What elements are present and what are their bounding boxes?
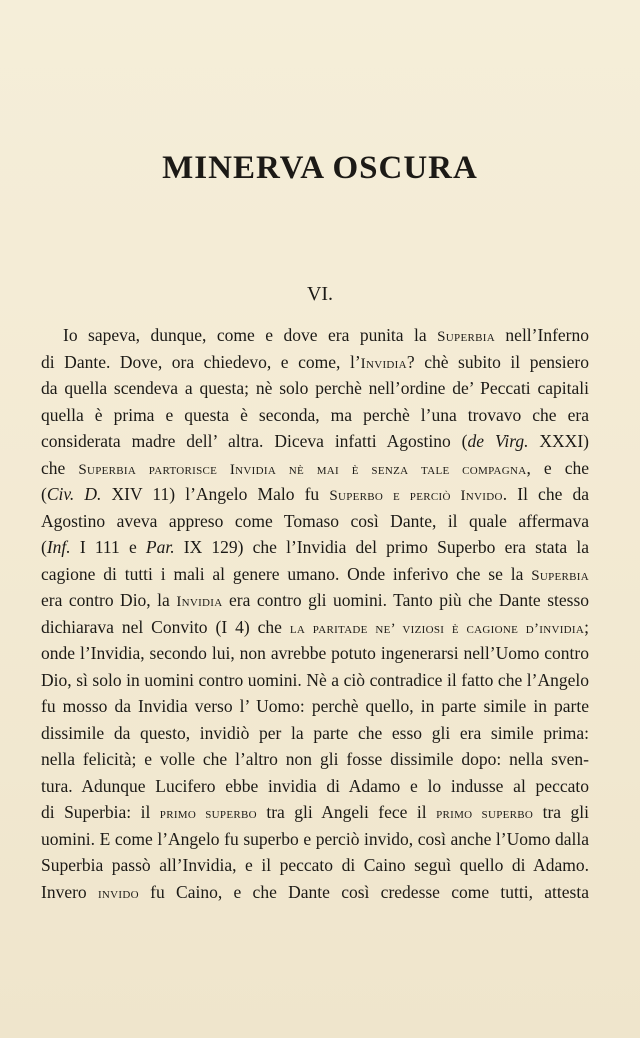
text-run: era contro gli uomini. Tanto più che Dante stesso: [222, 590, 589, 610]
text-run: Invero: [41, 881, 98, 902]
text-run: era contro Dio, la: [41, 590, 177, 610]
text-run: XXXI): [528, 431, 589, 451]
text-line: [41, 720, 589, 747]
text-line: [41, 508, 589, 535]
text-run: fu Caino, e che Dante così credesse come tutti, attesta: [138, 881, 589, 902]
body-paragraph: [41, 322, 589, 905]
text-run: tra gli Angeli fece il: [256, 802, 437, 822]
text-line: [41, 587, 589, 614]
text-line: [41, 375, 589, 402]
text-line: [41, 428, 589, 455]
text-line: [41, 773, 589, 800]
text-run: IX 129) che l’Invidia del primo Superbo era stata la: [174, 537, 589, 557]
text-run: ;: [584, 616, 589, 637]
small-caps-run: Superbia: [531, 567, 589, 584]
small-caps-run: primo superbo: [159, 806, 257, 822]
text-run: XIV 11) l’Angelo Malo fu: [101, 484, 330, 504]
small-caps-run: Superbia partorisce Invidia nè mai è senza tale compagna: [78, 461, 527, 478]
text-run: Dio, sì solo in uomini contro uomini. Nè a ciò contradice il fatto che l’Angelo: [41, 669, 589, 690]
page-title: MINERVA OSCURA: [162, 150, 478, 187]
text-line: [41, 746, 589, 773]
italic-run: Inf.: [46, 537, 71, 557]
text-run: dissimile da questo, invidiò per la parte che esso gli era simile prima:: [41, 722, 589, 743]
text-run: nella felicità; e volle che l’altro non gli fosse dissimile dopo: nella sven-: [41, 749, 589, 769]
text-line: [41, 614, 589, 641]
text-run: (: [41, 537, 47, 557]
text-run: . Il che da: [502, 484, 589, 504]
text-line: [41, 667, 589, 694]
text-line: [41, 455, 589, 482]
text-line: [41, 640, 589, 667]
text-line: [41, 879, 589, 906]
text-run: cagione di tutti i mali al genere umano. Onde inferivo che se la: [41, 563, 532, 584]
small-caps-run: Invidia: [176, 594, 223, 610]
text-run: nell’Inferno: [494, 325, 589, 345]
text-line: [41, 693, 589, 720]
small-caps-run: Superbo e perciò Invido: [329, 488, 503, 504]
text-run: (: [41, 484, 47, 504]
text-run: Agostino aveva appreso come Tomaso così Dante, il quale affermava: [41, 510, 589, 531]
small-caps-run: la paritade ne’ viziosi è cagione d’invidia: [289, 620, 585, 637]
text-line: [41, 534, 589, 561]
small-caps-run: invido: [97, 885, 139, 902]
italic-run: de Virg.: [467, 431, 529, 451]
text-run: I 111 e: [70, 537, 146, 557]
text-line: [41, 349, 589, 376]
text-run: di Superbia: il: [41, 802, 160, 822]
text-line: [41, 481, 589, 508]
chapter-number: VI.: [306, 283, 334, 305]
italic-run: Civ. D.: [46, 484, 102, 504]
text-line: [41, 852, 589, 879]
text-run: considerata madre dell’ altra. Diceva infatti Agostino (: [41, 431, 468, 451]
text-run: quella è prima e questa è seconda, ma perchè l’una trovavo che era: [41, 404, 589, 425]
text-line: [41, 799, 589, 826]
text-run: onde l’Invidia, secondo lui, non avrebbe potuto ingenerarsi nell’Uomo contro: [41, 643, 589, 663]
text-line: [41, 826, 589, 853]
text-run: Io sapeva, dunque, come e dove era punita la: [63, 325, 438, 345]
text-run: tura. Adunque Lucifero ebbe invidia di Adamo e lo indusse al peccato: [41, 775, 589, 796]
small-caps-run: Superbia: [437, 329, 495, 345]
text-run: uomini. E come l’Angelo fu superbo e perciò invido, così anche l’Uomo dalla: [41, 828, 589, 849]
text-line: [41, 561, 589, 588]
text-run: ? chè subito il pensiero: [406, 351, 589, 372]
small-caps-run: primo superbo: [436, 806, 534, 822]
text-run: dichiarava nel Convito (I 4) che: [41, 616, 290, 637]
text-run: da quella scendeva a questa; nè solo perchè nell’ordine de’ Peccati capitali: [41, 378, 589, 398]
text-line: [41, 402, 589, 429]
text-run: fu mosso da Invidia verso l’ Uomo: perchè quello, in parte simile in parte: [41, 696, 589, 716]
text-run: , e che: [526, 457, 589, 478]
small-caps-run: Invidia: [360, 355, 407, 372]
text-run: tra gli: [533, 802, 589, 822]
italic-run: Par.: [145, 537, 175, 557]
text-line: [41, 322, 589, 349]
text-run: di Dante. Dove, ora chiedevo, e come, l’: [41, 351, 361, 372]
text-run: che: [41, 457, 79, 478]
text-run: Superbia passò all’Invidia, e il peccato di Caino seguì quello di Adamo.: [41, 855, 589, 875]
